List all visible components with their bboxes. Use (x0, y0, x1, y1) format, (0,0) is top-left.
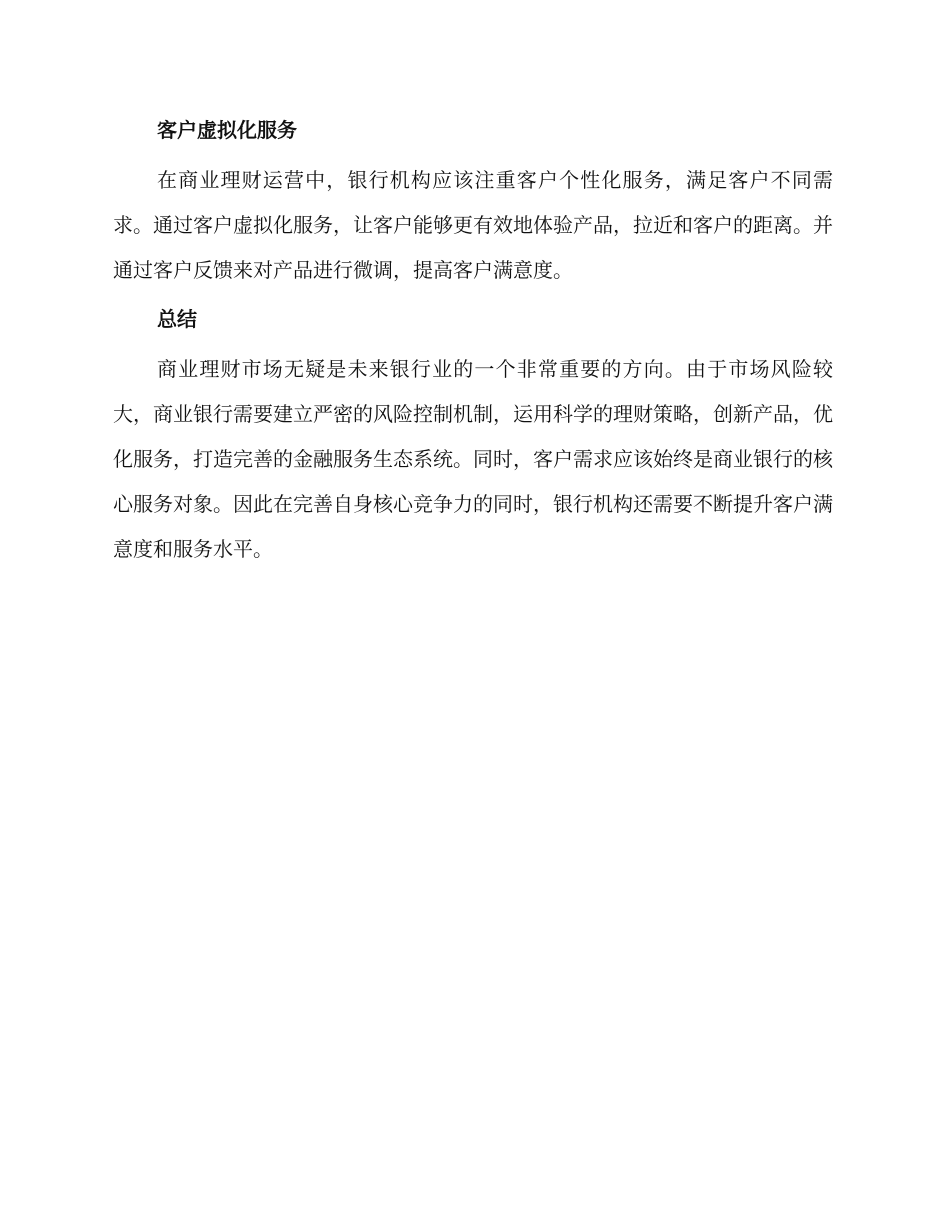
section-heading-summary: 总结 (157, 307, 197, 331)
document-body (113, 112, 833, 580)
section-paragraph-virtual-service: 在商业理财运营中，银行机构应该注重客户个性化服务，满足客户不同需求。通过客户虚拟化服务，让客户能够更有效地体验产品，拉近和客户的距离。并通过客户反馈来对产品进行微调，提高客户满意度。 (113, 168, 833, 282)
section-paragraph-summary: 商业理财市场无疑是未来银行业的一个非常重要的方向。由于市场风险较大，商业银行需要建立严密的风险控制机制，运用科学的理财策略，创新产品，优化服务，打造完善的金融服务生态系统。同时，客户需求应该始终是商业银行的核心服务对象。因此在完善自身核心竞争力的同时，银行机构还需要不断提升客户满意度和服务水平。 (113, 357, 833, 561)
section-heading-virtual-service: 客户虚拟化服务 (157, 118, 297, 142)
